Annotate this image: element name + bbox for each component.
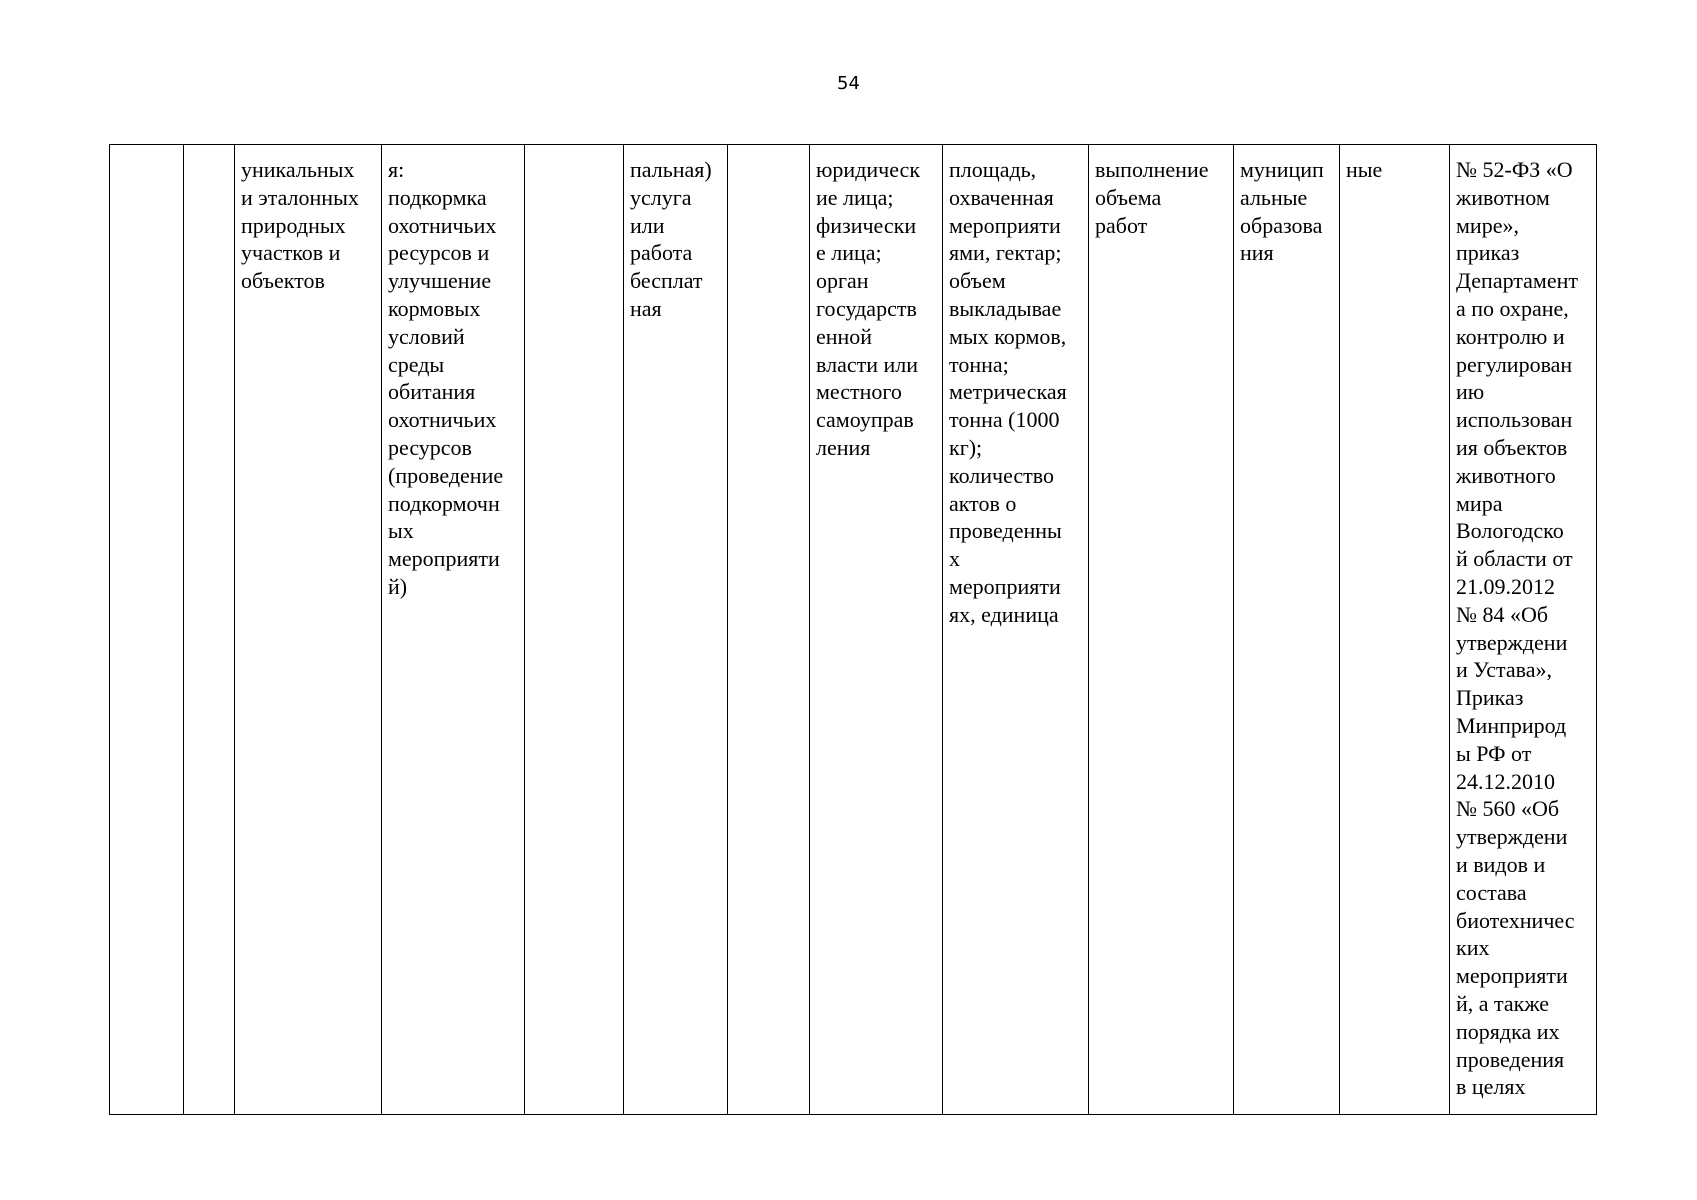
cell-institutions: ные	[1340, 145, 1450, 1115]
cell-work-content: я: подкормка охотничьих ресурсов и улучшение кормовых условий среды обитания охотничьих ресурсов (проведение подкормочн ых мероприяти й)	[382, 145, 525, 1115]
page-number: 54	[837, 73, 860, 94]
cell-service-type: пальная) услуга или работа бесплат ная	[624, 145, 728, 1115]
cell-objects: уникальных и эталонных природных участков и объектов	[235, 145, 382, 1115]
cell-empty-7	[728, 145, 810, 1115]
registry-table	[109, 144, 1597, 1115]
cell-empty-5	[525, 145, 624, 1115]
cell-volume-indicators: площадь, охваченная мероприяти ями, гектар; объем выкладывае мых кормов, тонна; метрическая тонна (1000 кг); количество актов о проведенны х мероприяти ях, единица	[943, 145, 1089, 1115]
cell-consumers: юридическ ие лица; физически е лица; орган государств енной власти или местного самоуправ ления	[810, 145, 943, 1115]
cell-code	[184, 145, 235, 1115]
cell-legal-basis: № 52-ФЗ «О животном мире», приказ Департамент а по охране, контролю и регулирован ию использован ия объектов животного мира Вологодско й области от 21.09.2012 № 84 «Об утверждени и Устава», Приказ Минприрод ы РФ от 24.12.2010 № 560 «Об утверждени и видов и состава биотехничес ких мероприяти й, а также порядка их проведения в целях	[1450, 145, 1597, 1115]
cell-row-number	[110, 145, 184, 1115]
table-row	[110, 145, 1597, 1115]
cell-municipalities: муницип альные образова ния	[1234, 145, 1340, 1115]
cell-quality-indicators: выполнение объема работ	[1089, 145, 1234, 1115]
